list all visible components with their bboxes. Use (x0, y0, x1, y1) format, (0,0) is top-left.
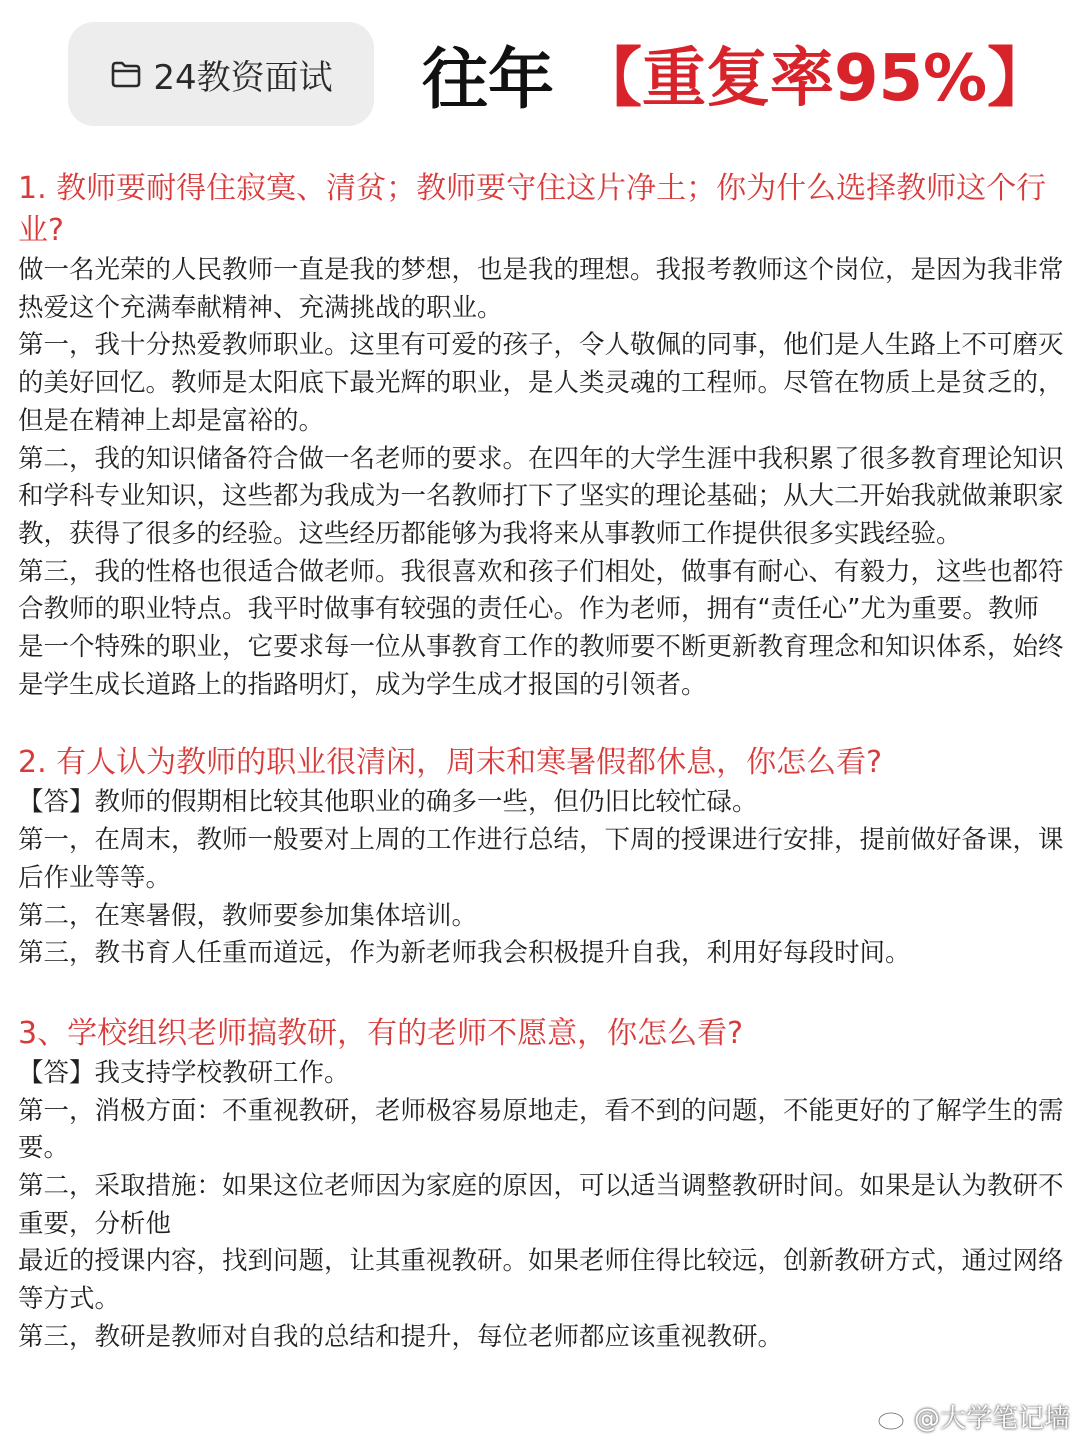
question-title-2: 2. 有人认为教师的职业很清闲，周末和寒暑假都休息，你怎么看? (18, 745, 883, 781)
page-title-main: 往年 (422, 40, 554, 118)
answer-paragraph: 第三，教研是教师对自我的总结和提升，每位老师都应该重视教研。 (18, 1321, 784, 1352)
exam-tag (68, 22, 374, 126)
answer-paragraph: 做一名光荣的人民教师一直是我的梦想，也是我的理想。我报考教师这个岗位，是因为我非常热爱这个充满奉献精神、充满挑战的职业。 (18, 255, 1064, 323)
question-title-3: 3、学校组织老师搞教研，有的老师不愿意，你怎么看? (18, 1015, 744, 1051)
answer-paragraph: 第二，在寒暑假，教师要参加集体培训。 (18, 900, 478, 931)
answer-paragraph: 第三，教书育人任重而道远，作为新老师我会积极提升自我，利用好每段时间。 (18, 938, 911, 969)
answer-paragraph: 第一，我十分热爱教师职业。这里有可爱的孩子，令人敬佩的同事，他们是人生路上不可磨灭的美好回忆。教师是太阳底下最光辉的职业，是人类灵魂的工程师。尽管在物质上是贫乏的，但是在精神上却是富裕的。 (18, 330, 1064, 436)
question-section-1 (18, 168, 1064, 704)
answer-paragraph: 第一，在周末，教师一般要对上周的工作进行总结，下周的授课进行安排，提前做好备课，课后作业等等。 (18, 825, 1064, 893)
page-title (422, 28, 1051, 118)
header (0, 0, 1080, 140)
exam-tag-label: 24教资面试 (153, 57, 333, 98)
answer-paragraph: 第二，我的知识储备符合做一名老师的要求。在四年的大学生涯中我积累了很多教育理论知识和学科专业知识，这些都为我成为一名教师打下了坚实的理论基础；从大二开始我就做兼职家教，获得了很多的经验。这些经历都能够为我将来从事教师工作提供很多实践经验。 (18, 443, 1064, 549)
watermark (876, 1398, 1070, 1435)
folder-icon (109, 57, 143, 91)
watermark-text: @大学笔记墙 (913, 1404, 1070, 1434)
question-title-1: 1. 教师要耐得住寂寞、清贫；教师要守住这片净土；你为什么选择教师这个行业? (18, 171, 1047, 248)
answer-paragraph: 第一，消极方面：不重视教研，老师极容易原地走，看不到的问题，不能更好的了解学生的需要。 (18, 1095, 1064, 1164)
section-spacer (18, 973, 1064, 1013)
question-section-2 (18, 742, 1064, 973)
answer-paragraph: 最近的授课内容，找到问题，让其重视教研。如果老师住得比较远，创新教研方式，通过网络等方式。 (18, 1246, 1064, 1315)
answer-paragraph: 【答】我支持学校教研工作。 (18, 1057, 350, 1088)
answer-paragraph: 第三，我的性格也很适合做老师。我很喜欢和孩子们相处，做事有耐心、有毅力，这些也都符合教师的职业特点。我平时做事有较强的责任心。作为老师，拥有“责任心”尤为重要。教师是一个特殊的职业，它要求每一位从事教育工作的教师要不断更新教育理念和知识体系，始终是学生成长道路上的指路明灯，成为学生成才报国的引领者。 (18, 556, 1064, 700)
question-section-3 (18, 1013, 1064, 1357)
answer-paragraph: 第二，采取措施：如果这位老师因为家庭的原因，可以适当调整教研时间。如果是认为教研不重要，分析他 (18, 1171, 1064, 1239)
section-spacer (18, 704, 1064, 742)
answer-paragraph: 【答】教师的假期相比较其他职业的确多一些，但仍旧比较忙碌。 (18, 787, 758, 818)
page-title-highlight: 【重复率95%】 (578, 42, 1052, 116)
weibo-icon (876, 1402, 910, 1432)
article-body (18, 168, 1064, 1357)
